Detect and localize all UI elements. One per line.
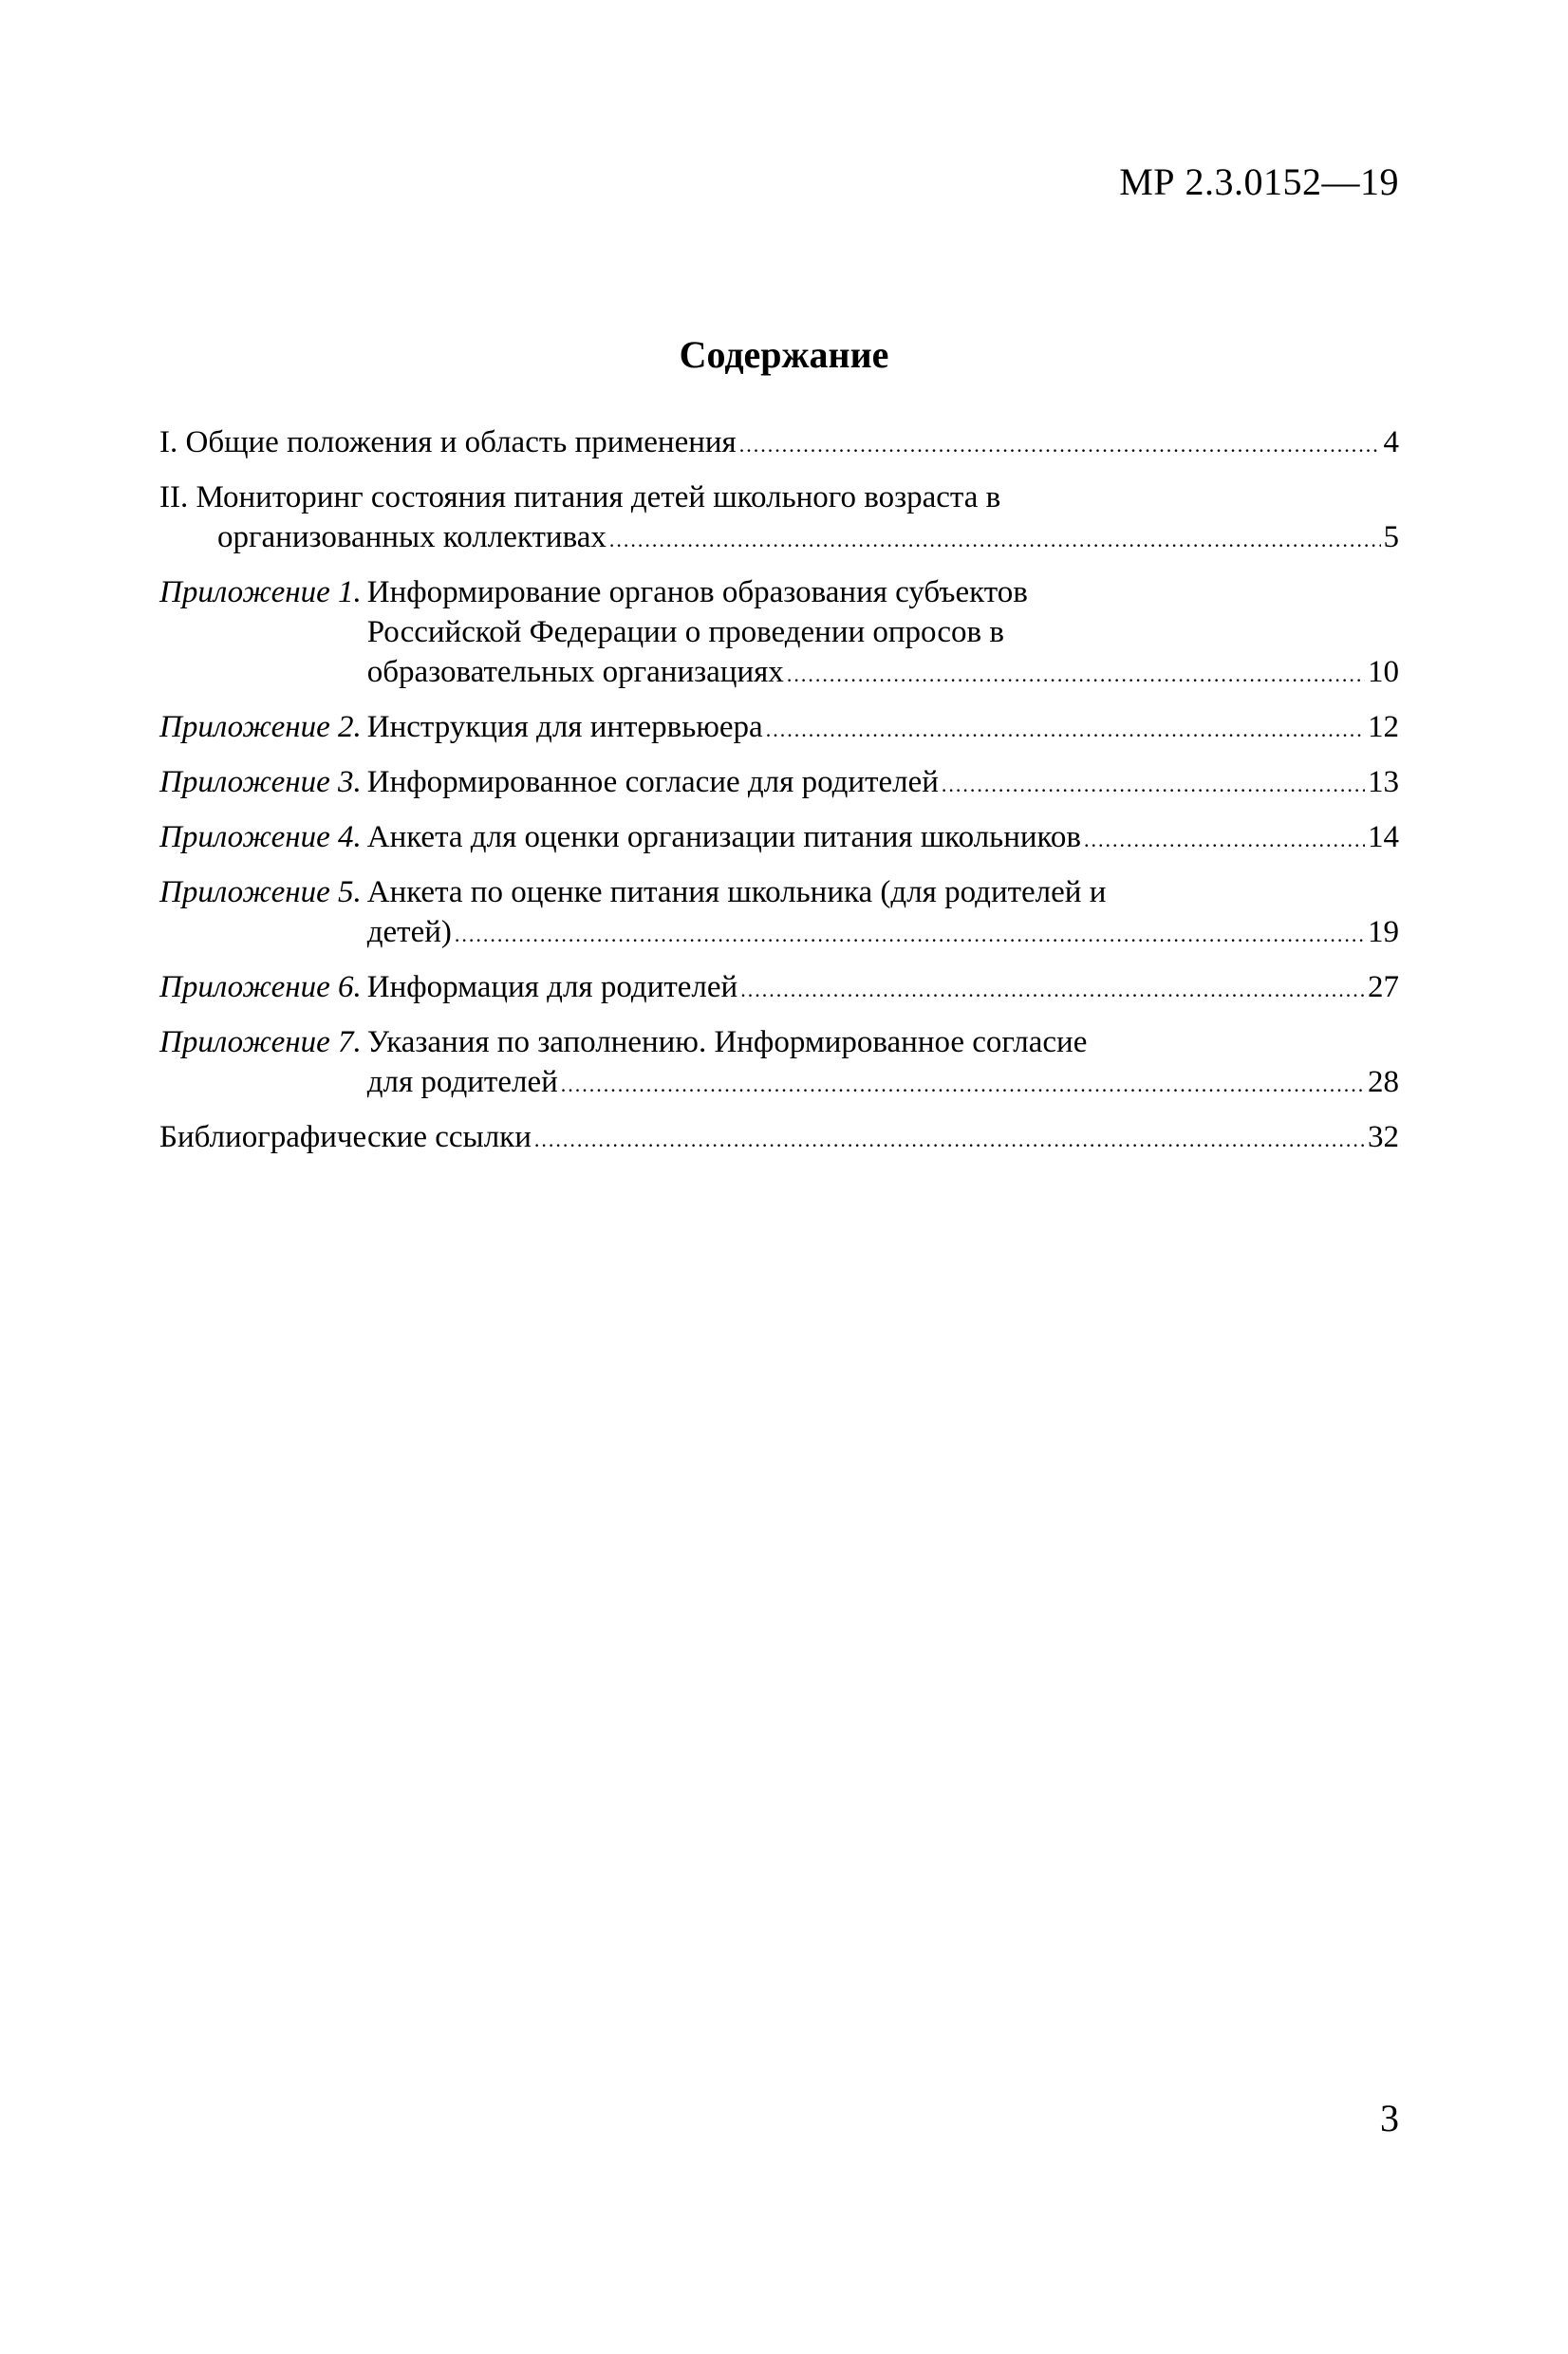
toc-entry-text: Указания по заполнению. Информированное согласие — [366, 1025, 1088, 1059]
appendix-label: Приложение 6. — [159, 970, 362, 1004]
toc-entry-text: Инструкция для интервьюера — [366, 710, 763, 744]
toc-entry-text: Информирование органов образования субъектов — [366, 575, 1028, 609]
appendix-label: Приложение 2. — [159, 710, 362, 744]
appendix-label: Приложение 7. — [159, 1025, 362, 1059]
toc-entry-page: 28 — [1368, 1065, 1399, 1099]
toc-entry-page: 32 — [1368, 1120, 1399, 1154]
toc-entry-page: 5 — [1383, 520, 1399, 554]
toc-entry-page: 14 — [1368, 820, 1399, 854]
toc-entry-appendix-4[interactable] — [159, 817, 1399, 860]
toc-entry-text: Библиографические ссылки — [159, 1120, 532, 1154]
toc-title: Содержание — [679, 333, 889, 376]
dot-leader — [766, 710, 1365, 750]
toc-entry-page: 13 — [1368, 765, 1399, 799]
toc-entry-text: Российской Федерации о проведении опросов в — [366, 615, 1004, 649]
toc-entry-text: образовательных организациях — [366, 655, 784, 689]
toc-entry-bibliography[interactable] — [159, 1117, 1399, 1160]
toc-entry-page: 19 — [1368, 915, 1399, 949]
toc-entry-appendix-3[interactable] — [159, 762, 1399, 805]
appendix-label: Приложение 1. — [159, 575, 362, 609]
toc-entry-appendix-7[interactable] — [159, 1022, 1399, 1105]
toc-entry-appendix-6[interactable] — [159, 967, 1399, 1010]
toc-entry-page: 27 — [1368, 970, 1399, 1004]
toc-entry-text: детей) — [366, 915, 452, 949]
toc-entry-section-1[interactable] — [159, 422, 1399, 465]
appendix-label: Приложение 5. — [159, 875, 362, 909]
document-code: МР 2.3.0152—19 — [1119, 160, 1399, 203]
dot-leader — [739, 425, 1381, 465]
toc-entry-appendix-5[interactable] — [159, 872, 1399, 955]
toc-entry-section-2[interactable] — [159, 477, 1399, 560]
toc-entry-page: 10 — [1368, 655, 1399, 689]
toc-entry-appendix-1[interactable] — [159, 572, 1399, 695]
toc-entry-appendix-2[interactable] — [159, 707, 1399, 750]
toc-entry-text: организованных коллективах — [217, 520, 607, 554]
dot-leader — [740, 970, 1365, 1010]
appendix-label: Приложение 3. — [159, 765, 362, 799]
toc-entry-text: Анкета для оценки организации питания школьников — [366, 820, 1081, 854]
table-of-contents — [159, 422, 1399, 1172]
toc-entry-text: Информация для родителей — [366, 970, 738, 1004]
toc-entry-page: 12 — [1368, 710, 1399, 744]
dot-leader — [942, 765, 1365, 805]
toc-entry-page: 4 — [1383, 425, 1399, 459]
toc-entry-text: I. Общие положения и область применения — [159, 425, 737, 459]
toc-entry-text: Информированное согласие для родителей — [366, 765, 939, 799]
dot-leader — [609, 520, 1381, 560]
appendix-label: Приложение 4. — [159, 820, 362, 854]
toc-entry-text: для родителей — [366, 1065, 558, 1099]
dot-leader — [1084, 820, 1365, 860]
toc-entry-text: Анкета по оценке питания школьника (для родителей и — [366, 875, 1107, 909]
toc-entry-text: II. Мониторинг состояния питания детей школьного возраста в — [159, 480, 1001, 514]
dot-leader — [561, 1065, 1365, 1105]
dot-leader — [534, 1120, 1365, 1160]
dot-leader — [455, 915, 1365, 955]
page-number: 3 — [1380, 2097, 1399, 2139]
dot-leader — [787, 655, 1365, 695]
